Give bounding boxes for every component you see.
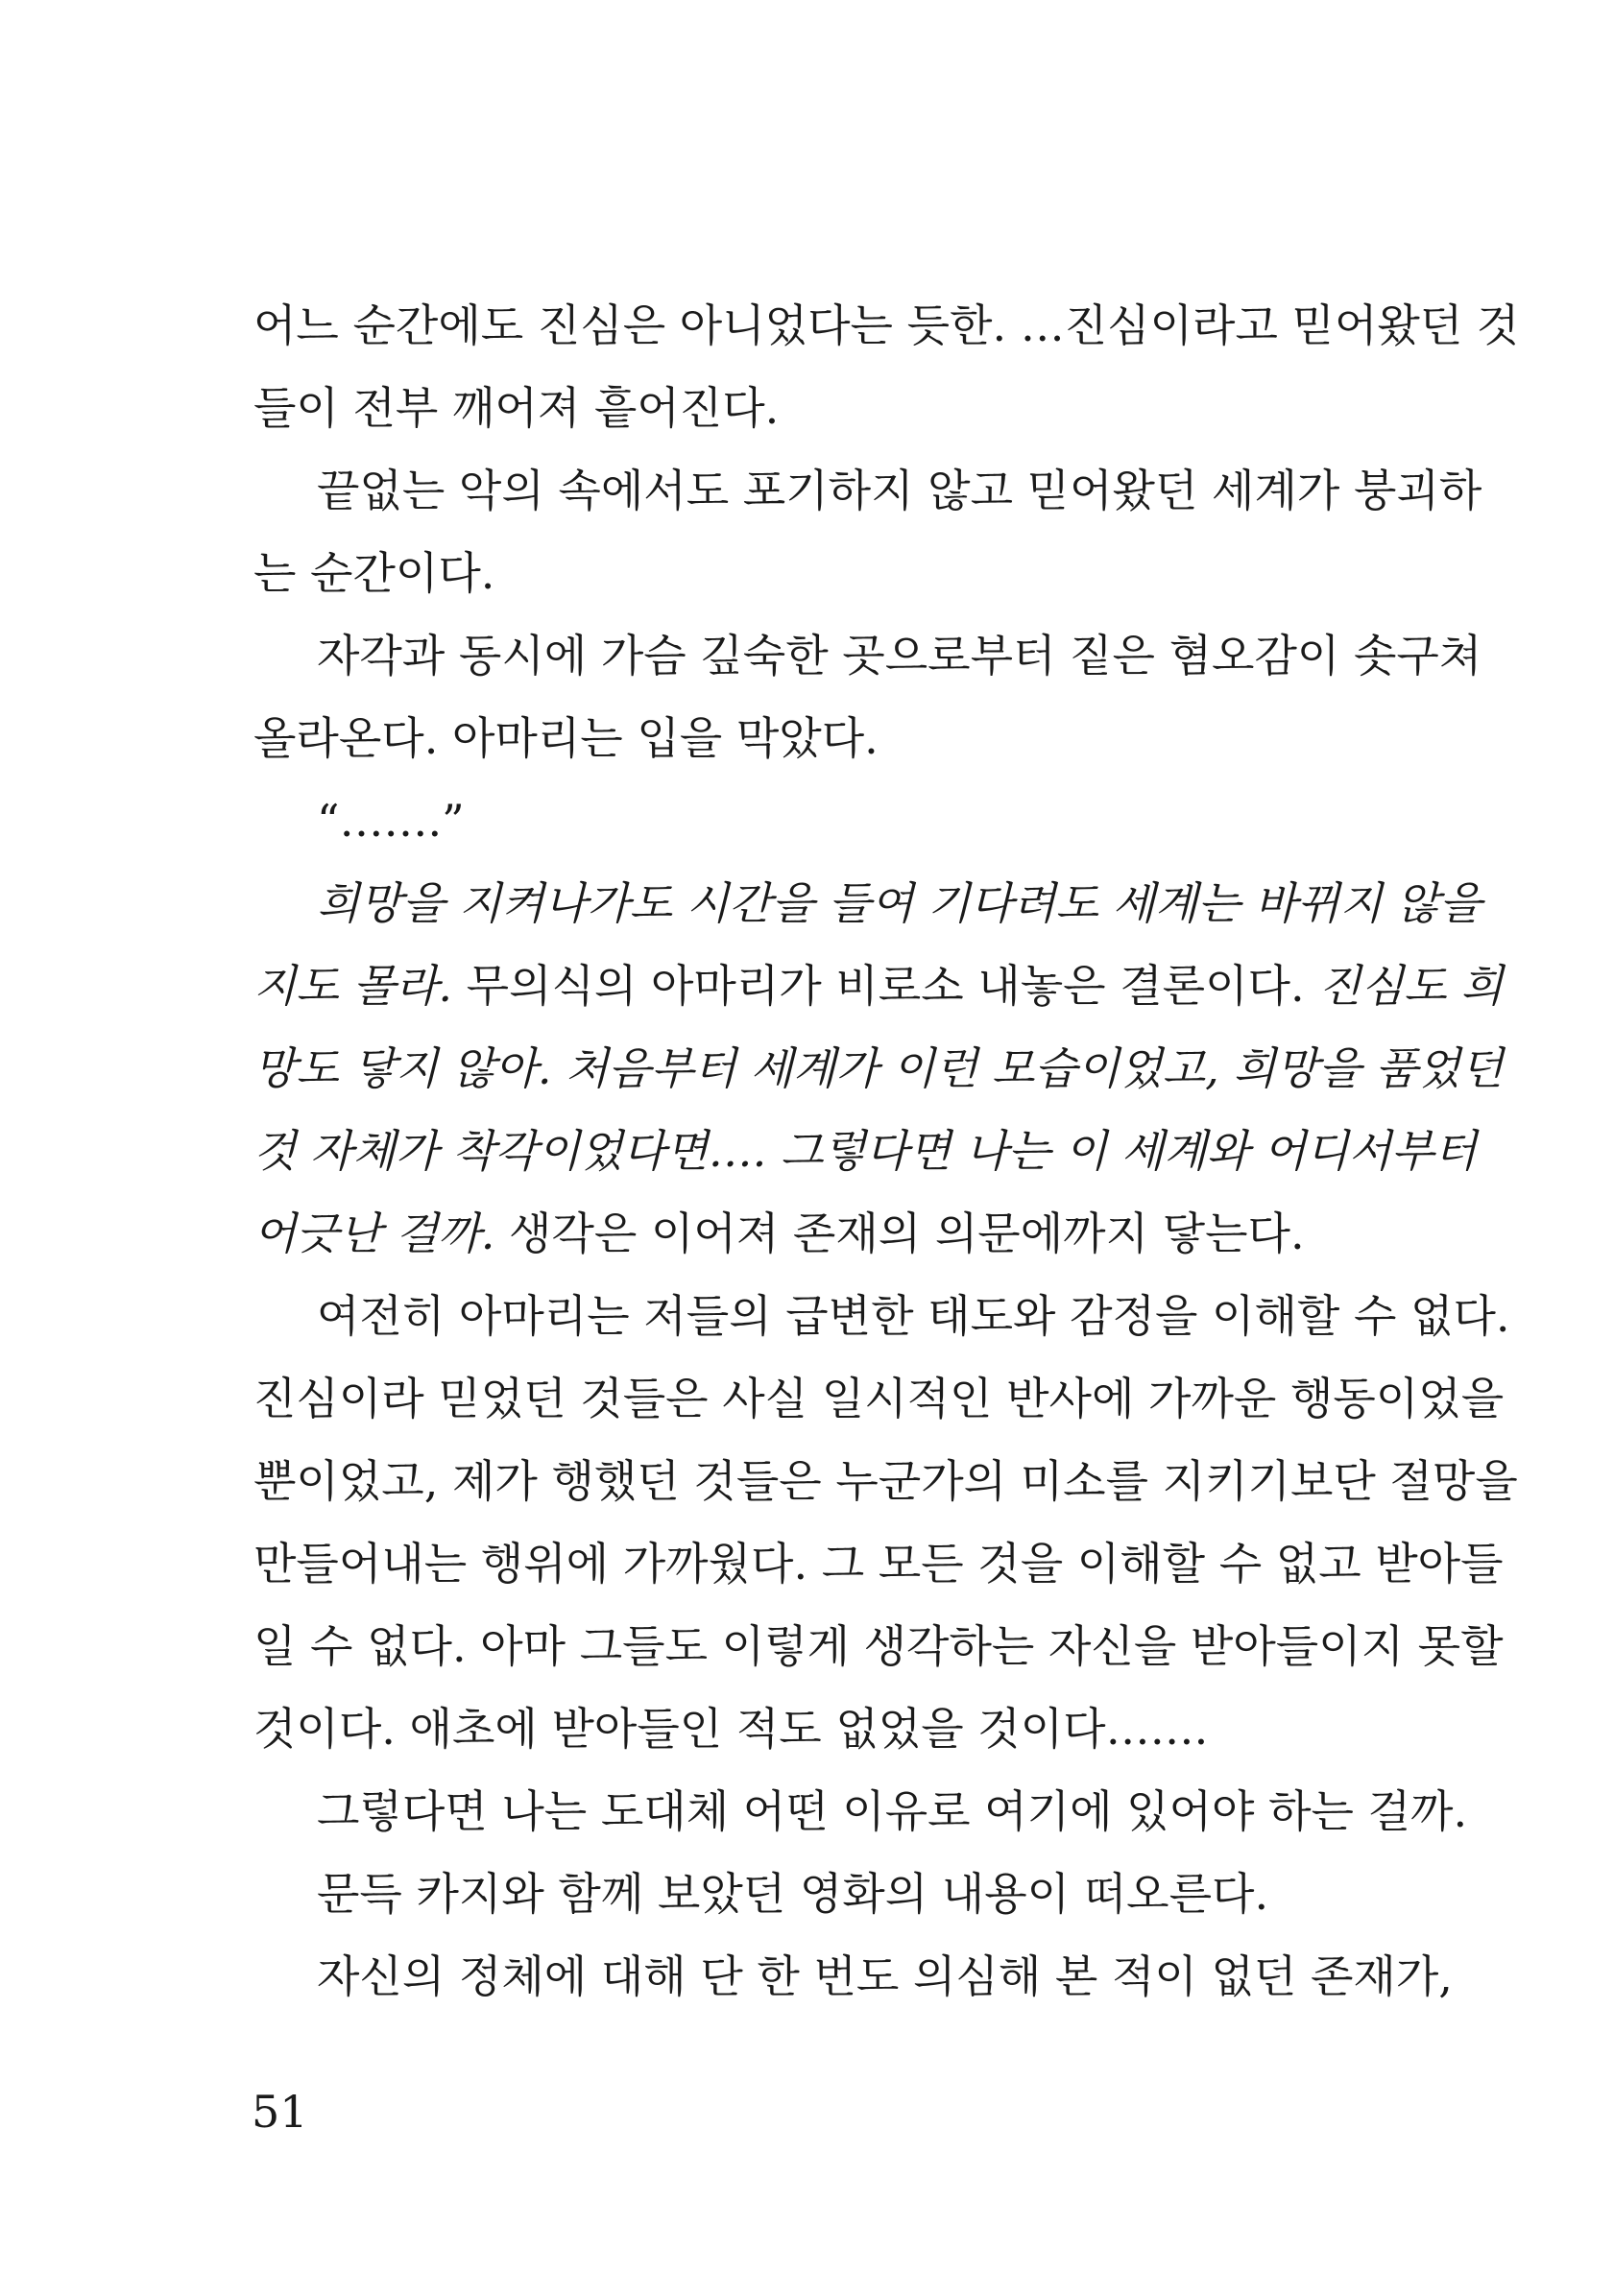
text-segment: 끝없는 악의 속에서도 포기하지 않고 믿어왔던 세계가 붕괴하 bbox=[317, 465, 1482, 516]
text-segment: 올라온다. 아마리는 입을 막았다. bbox=[253, 712, 879, 764]
text-segment: 여전히 아마리는 저들의 급변한 태도와 감정을 이해할 수 없다. bbox=[317, 1290, 1510, 1342]
text-line bbox=[253, 1110, 1477, 1192]
text-line bbox=[253, 1275, 1510, 1357]
italic-segment: 희망을 지켜나가도 시간을 들여 기다려도 세계는 바뀌지 않을 bbox=[317, 877, 1482, 929]
page-number: 51 bbox=[252, 2086, 308, 2138]
text-line bbox=[253, 1687, 1386, 1770]
text-line bbox=[253, 1440, 1518, 1522]
italic-segment: 지도 몰라. bbox=[253, 960, 452, 1012]
text-line bbox=[253, 1522, 1504, 1605]
text-line bbox=[253, 1935, 1453, 2018]
text-segment: 는 순간이다. bbox=[253, 547, 495, 599]
text-line bbox=[253, 1192, 1386, 1275]
text-segment: “…….” bbox=[317, 795, 465, 847]
text-segment: 일 수 없다. 아마 그들도 이렇게 생각하는 자신을 받아들이지 못할 bbox=[253, 1620, 1504, 1672]
text-line bbox=[253, 1027, 1504, 1110]
text-line bbox=[253, 532, 1386, 614]
italic-segment: 망도 닿지 않아. 처음부터 세계가 이런 모습이었고, 희망을 품었던 bbox=[253, 1042, 1504, 1094]
text-segment: 들이 전부 깨어져 흩어진다. bbox=[253, 382, 780, 434]
text-segment: 어느 순간에도 진심은 아니었다는 듯한. …진심이라고 믿어왔던 것 bbox=[253, 299, 1520, 351]
text-line bbox=[253, 367, 1386, 449]
text-segment: 것이다. 애초에 받아들인 적도 없었을 것이다……. bbox=[253, 1703, 1209, 1755]
text-line bbox=[253, 1770, 1468, 1853]
italic-segment: 어긋난 걸까. bbox=[253, 1208, 495, 1259]
text-line bbox=[253, 945, 1504, 1027]
text-segment: 자신의 정체에 대해 단 한 번도 의심해 본 적이 없던 존재가, bbox=[317, 1950, 1453, 2002]
text-segment: 그렇다면 나는 도대체 어떤 이유로 여기에 있어야 하는 걸까. bbox=[317, 1785, 1468, 1837]
text-segment: 생각은 이어져 존재의 의문에까지 닿는다. bbox=[494, 1208, 1305, 1259]
text-line bbox=[253, 1605, 1504, 1687]
text-segment: 자각과 동시에 가슴 깊숙한 곳으로부터 짙은 혐오감이 솟구쳐 bbox=[317, 630, 1482, 682]
text-line bbox=[253, 697, 1386, 779]
body-text bbox=[253, 284, 1520, 2018]
text-line bbox=[253, 614, 1482, 697]
dialogue-line bbox=[253, 779, 1386, 862]
text-segment: 만들어내는 행위에 가까웠다. 그 모든 것을 이해할 수 없고 받아들 bbox=[253, 1538, 1504, 1590]
italic-segment: 것 자체가 착각이었다면…. 그렇다면 나는 이 세계와 어디서부터 bbox=[253, 1125, 1477, 1177]
text-line bbox=[253, 862, 1482, 945]
text-segment: 무의식의 아마리가 비로소 내놓은 결론이다. bbox=[452, 960, 1319, 1012]
text-line bbox=[253, 284, 1520, 367]
text-segment: 뿐이었고, 제가 행했던 것들은 누군가의 미소를 지키기보단 절망을 bbox=[253, 1455, 1518, 1507]
italic-segment: 진심도 희 bbox=[1318, 960, 1504, 1012]
text-segment: 문득 카지와 함께 보았던 영화의 내용이 떠오른다. bbox=[317, 1868, 1269, 1920]
text-line bbox=[253, 449, 1482, 532]
text-segment: 진심이라 믿었던 것들은 사실 일시적인 반사에 가까운 행동이었을 bbox=[253, 1373, 1505, 1424]
text-line bbox=[253, 1357, 1505, 1440]
text-line bbox=[253, 1853, 1386, 1935]
